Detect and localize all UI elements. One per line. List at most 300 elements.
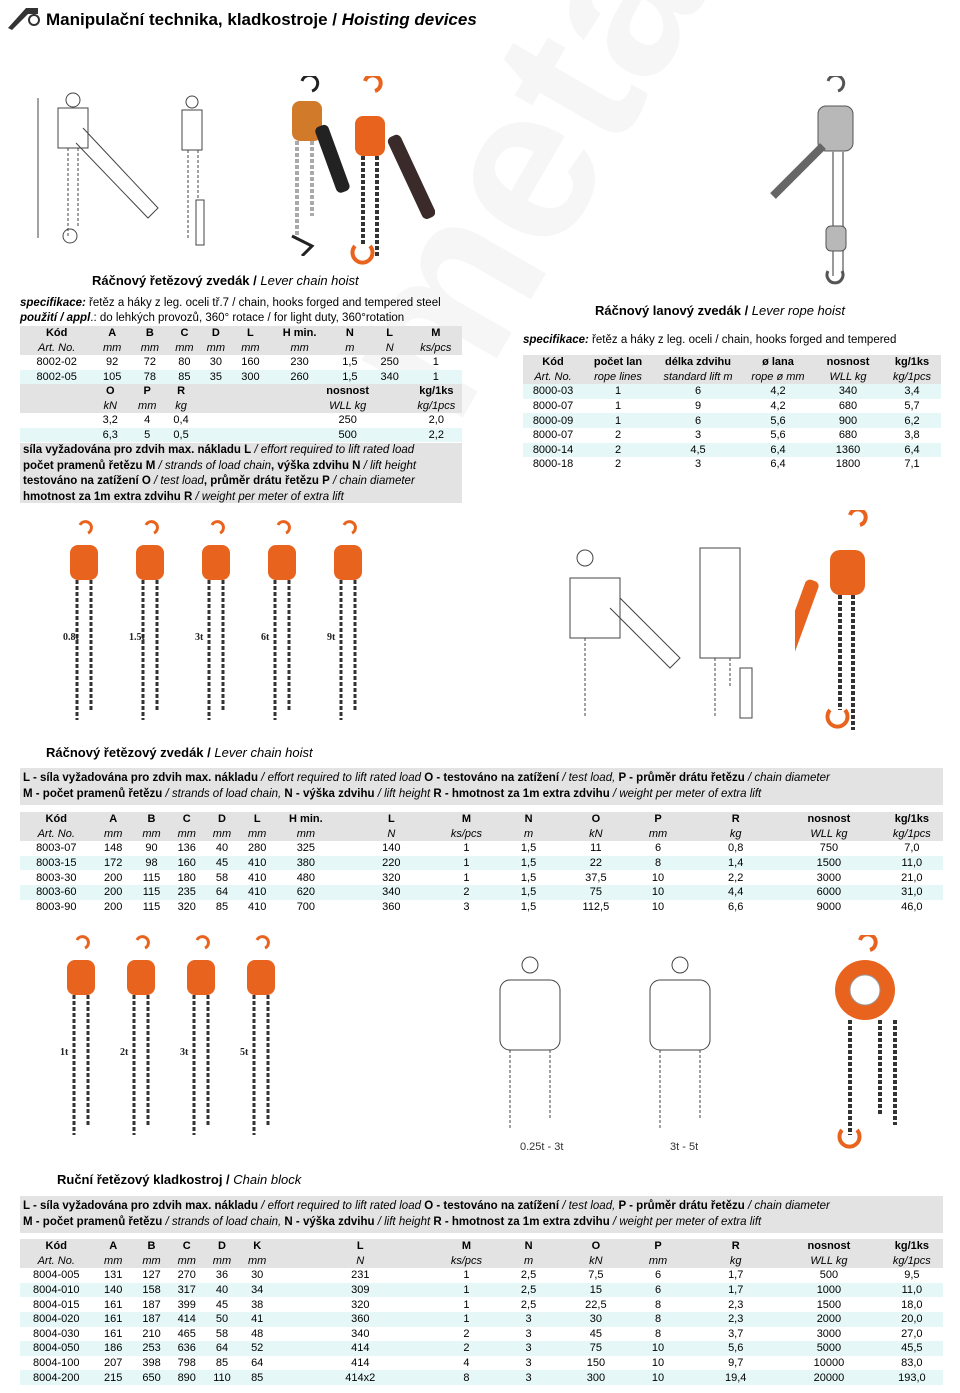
legend-term: M - počet pramenů řetězu [23,1215,163,1228]
table-cell: 8004-015 [33,1298,80,1311]
table-cell: 500 [324,428,372,443]
table-cell: P [622,812,695,827]
table-row [20,1312,943,1327]
table-cell: A [93,326,131,341]
table-cell: 3,8 [904,429,920,442]
table-cell: 6 [622,1283,695,1298]
table-cell: mm [622,827,695,842]
table-cell: WLL kg [777,1254,881,1269]
hoist-photo [118,520,184,730]
table-cell [264,428,324,443]
legend-term: P - průměr drátu řetězu [618,1200,745,1212]
table-row [20,1268,943,1283]
table-cell: 317 [169,1283,204,1298]
table-cell: 650 [134,1370,169,1385]
table-units-row [20,827,943,842]
table-cell: 900 [813,413,883,428]
table-cell: 1,5 [487,856,570,871]
table-header-row [523,355,941,370]
table-cell: 11,0 [881,1283,943,1298]
table-cell: 3 [694,429,702,442]
table-cell: 320 [382,871,401,884]
legend-desc: / lift height [374,787,431,800]
table-cell: ks/pcs [446,1254,487,1269]
capacity-tag: 3t [195,632,204,643]
chain-block-photos [52,935,292,1165]
table-cell: 18,0 [901,1298,923,1311]
capacity-tag: 0.8t [63,632,79,643]
legend-term: M - počet pramenů řetězu [23,787,163,800]
table-cell: 8002-02 [36,356,77,369]
table-cell: 10 [622,1370,695,1385]
table-cell: 7,0 [904,842,920,855]
table-cell: 210 [142,1327,161,1340]
table-cell: 85 [240,1370,275,1385]
table-cell [20,428,92,443]
table-cell: 1800 [835,458,861,471]
table-cell: 500 [819,1269,839,1282]
section3-table [20,812,943,914]
table-cell [227,384,264,399]
table-cell: 8003-07 [36,842,77,855]
table-cell: mm [93,341,131,356]
table-cell: 1,5 [520,900,537,913]
legend-term: O - testováno na zatížení [421,1200,560,1212]
table-cell: 6 [653,384,743,399]
table-cell: 399 [177,1298,196,1311]
table-cell: H min. [269,326,330,341]
table-cell: 75 [570,1341,622,1356]
table-cell: 270 [177,1269,196,1282]
table-cell: 398 [142,1357,161,1370]
table-cell: 10 [651,871,665,884]
table-cell: 9,5 [904,1269,920,1282]
table-cell: 1000 [777,1283,881,1298]
table-cell: H min. [275,812,337,827]
table-cell: 1 [463,871,470,884]
table-cell: 20000 [777,1370,881,1385]
table-cell: 360 [382,900,401,913]
table-cell: 680 [838,400,858,413]
table-cell: mm [200,341,231,356]
lever-chain-hoist-photos [52,520,382,730]
table-cell: Kód [523,355,583,370]
table-cell: 4 [144,414,151,427]
table-cell: 6 [653,413,743,428]
table-cell: 1,5 [330,370,370,385]
table-cell [227,413,264,428]
table-cell: 38 [251,1298,264,1311]
table-cell: L [232,326,270,341]
table-cell: 1 [463,1269,470,1282]
table-cell: 50 [204,1312,239,1327]
table-cell: 58 [215,871,229,884]
table-cell: 21,0 [901,871,923,884]
table-cell: mm [232,341,270,356]
table-row [20,1341,943,1356]
table-cell: 52 [240,1341,275,1356]
table-cell: 3000 [816,871,842,884]
legend-term: N - výška zdvihu [284,787,375,800]
table-cell: 200 [93,885,134,900]
table-cell: 414x2 [275,1370,446,1385]
table-cell: 9000 [816,900,842,913]
table-cell: 8004-200 [20,1370,93,1385]
table-cell: 36 [215,1269,229,1282]
table-cell: 8000-09 [523,413,583,428]
legend-term: N - výška zdvihu [284,1215,375,1228]
legend-term: L - síla vyžadována pro zdvih max. nákladu [23,772,258,784]
table-cell: 6,4 [770,458,786,471]
table-cell: mm [129,399,166,414]
table-cell: N [370,341,410,356]
table-cell: mm [169,1254,204,1269]
table-cell: 161 [93,1312,134,1327]
table-cell: 40 [215,842,229,855]
table-cell: 136 [177,842,196,855]
table-cell: 410 [240,885,275,900]
table-cell: 480 [296,871,316,884]
table-cell: 6,4 [743,443,813,458]
table-cell: 4,5 [653,443,743,458]
table-cell: 0,5 [166,428,197,443]
table-cell: 9,7 [728,1357,744,1370]
hoist-photo [316,520,382,730]
table-cell: 172 [93,856,134,871]
table-cell: mm [622,1254,695,1269]
table-cell: 235 [169,885,204,900]
table-cell: 1500 [816,1298,842,1311]
table-cell: 1 [446,856,487,871]
table-cell: 75 [570,885,622,900]
table-cell: A [93,1239,134,1254]
table-cell: 7,1 [904,458,920,471]
table-cell: 340 [370,370,410,385]
table-row [20,856,943,871]
table-cell: 320 [177,900,196,913]
table-cell: 85 [215,900,229,913]
section2-spec: specifikace: řetěz a háky z leg. oceli / chain, hooks forged and tempered [523,334,897,346]
table-row [20,1327,943,1342]
table-cell: 231 [351,1269,370,1282]
table-cell: N [330,326,370,341]
table-cell: 64 [204,885,239,900]
table-cell: 127 [142,1269,161,1282]
table-cell: 161 [104,1327,123,1340]
table-cell: Kód [20,1239,93,1254]
capacity-tag: 1t [60,1047,69,1058]
table-cell: 161 [104,1298,123,1311]
table-cell [20,384,92,399]
table-cell [20,413,92,428]
table-cell: 3 [487,1341,570,1356]
table-cell: 3 [487,1370,570,1385]
table-cell: 1 [583,384,653,399]
table-cell: 700 [296,900,316,913]
table-cell: 158 [134,1283,169,1298]
hoist-photo [52,520,118,730]
table-cell: 2 [614,458,622,471]
table-cell: 2 [446,885,487,900]
diagram-label-large: 3t - 5t [670,1141,699,1153]
table-cell: 5,6 [770,429,786,442]
table-cell: ø lana [743,355,813,370]
table-cell: kN [570,827,622,842]
legend-term: L - síla vyžadována pro zdvih max. nákladu [23,1200,258,1212]
table-cell: počet lan [583,355,653,370]
table-cell [264,399,324,414]
chain-block-photo-large [810,935,920,1155]
table-cell: 2,5 [520,1269,537,1282]
table-cell: 8003-30 [36,871,77,884]
table-cell [196,384,227,399]
table-cell: 20,0 [881,1312,943,1327]
table-cell: D [204,1239,239,1254]
table-cell [20,399,92,414]
table-cell: 340 [813,384,883,399]
table-cell: kg/1pcs [881,1254,943,1269]
table-cell [227,428,264,443]
table-cell: WLL kg [324,399,372,414]
table-cell: mm [204,1254,239,1269]
legend-desc: / chain diameter [744,772,830,784]
table-cell: M [446,1239,487,1254]
table-cell: 200 [104,871,123,884]
table-cell: 4 [463,1357,470,1370]
section1-table [20,326,462,384]
table-cell: 7,5 [588,1269,604,1282]
table-cell: 115 [142,871,161,884]
table-cell: 636 [169,1341,204,1356]
table-cell: 1360 [813,443,883,458]
table-cell: 250 [338,414,357,427]
table-cell: C [169,812,204,827]
table-row [523,443,941,458]
legend-term: R - hmotnost za 1m extra zdvihu [430,787,610,800]
table-row [20,1356,943,1371]
table-cell: Kód [20,326,93,341]
table-cell: 1 [432,356,439,369]
table-cell: 3 [525,1357,532,1370]
table-cell: 8003-60 [20,885,93,900]
table-cell: 8 [622,856,695,871]
table-cell: 250 [380,356,399,369]
table-cell: 300 [570,1370,622,1385]
table-cell [227,399,264,414]
legend-desc: / effort required to lift rated load [257,772,421,784]
table-cell: 1 [446,1312,487,1327]
table-cell: kg [166,399,197,414]
table-cell: A [93,812,134,827]
table-cell: 1,5 [520,871,537,884]
table-cell: kN [570,1254,622,1269]
table-cell: 340 [351,1327,370,1340]
table-cell: M [410,326,462,341]
table-row [523,413,941,428]
table-header-row [20,384,462,399]
table-row [20,413,462,428]
section1-table2 [20,384,462,442]
table-cell: mm [240,1254,275,1269]
table-cell [372,399,411,414]
table-cell: 3 [525,1327,532,1340]
table-cell: 9 [694,400,702,413]
table-cell: 45,5 [881,1341,943,1356]
table-cell: WLL kg [813,370,883,385]
hoist-logo-icon [6,4,40,30]
table-cell: kg/1ks [411,384,462,399]
table-cell: 300 [232,370,270,385]
table-cell: 1 [446,1283,487,1298]
table-cell: 2000 [777,1312,881,1327]
table-cell: 680 [838,429,858,442]
legend-desc: / strands of load chain, [162,787,285,800]
table-cell: 3000 [816,1327,842,1340]
table-cell: 2 [583,443,653,458]
table-cell: 22 [570,856,622,871]
lever-rope-hoist-photo [768,76,898,291]
section1-spec-line1: specifikace: řetěz a háky z leg. oceli tř.7 / chain, hooks forged and tempered steel [20,297,441,309]
legend-term: O - testováno na zatížení [421,772,560,784]
table-row [20,841,943,856]
table-cell: 2 [463,1327,470,1340]
table-cell: R [694,1239,777,1254]
table-cell: 4,2 [770,400,786,413]
table-cell: kg/1pcs [883,370,941,385]
table-cell: 83,0 [901,1357,923,1370]
table-cell: 10 [622,885,695,900]
table-cell: 10 [622,1341,695,1356]
table-cell: 320 [351,1298,370,1311]
table-cell: C [169,1239,204,1254]
table-cell: 180 [177,871,196,884]
table-cell: nosnost [777,1239,881,1254]
table-cell: 207 [104,1357,123,1370]
table-cell: 8 [446,1370,487,1385]
table-cell: 1 [463,1298,470,1311]
table-cell: 2,5 [487,1283,570,1298]
table-cell: 8 [622,1312,695,1327]
legend-desc: / effort required to lift rated load [257,1200,421,1212]
legend-term: R - hmotnost za 1m extra zdvihu [430,1215,610,1228]
table-cell: 2,2 [728,871,744,884]
table-cell: 8003-15 [20,856,93,871]
legend-desc: / test load, [559,1200,619,1212]
table-cell: nosnost [813,355,883,370]
table-cell: 58 [215,1327,229,1340]
table-cell: 8000-03 [523,384,583,399]
table-cell: 10 [651,1357,665,1370]
table-cell: 798 [177,1357,196,1370]
table-cell: 46,0 [901,900,923,913]
table-cell: N [487,812,570,827]
table-cell: kg [694,1254,777,1269]
capacity-tag: 5t [240,1047,249,1058]
hoist-photo [52,935,112,1145]
table-cell: O [570,812,622,827]
table-cell: 45 [215,1298,229,1311]
table-cell: 360 [275,1312,446,1327]
legend-desc: / weight per meter of extra lift [609,1215,762,1228]
table-cell: Art. No. [20,341,93,356]
table-cell: 10 [651,900,665,913]
capacity-tag: 2t [120,1047,129,1058]
table-cell: L [275,1239,446,1254]
table-cell [372,384,411,399]
table-cell: 41 [240,1312,275,1327]
table-cell: 8004-100 [33,1357,80,1370]
table-cell: B [134,812,169,827]
table-cell: 8000-07 [532,429,574,442]
table-cell: 85 [215,1357,229,1370]
table-cell: D [204,812,239,827]
section4-legend [20,1196,943,1233]
table-cell: O [570,1239,622,1254]
capacity-tag: 3t [180,1047,189,1058]
table-cell: 131 [104,1269,123,1282]
table-cell: mm [134,827,169,842]
table-row [523,428,941,443]
table-cell: 37,5 [585,871,607,884]
table-cell: 340 [337,885,446,900]
table-cell [264,384,324,399]
section3-legend [20,768,943,805]
table-cell: Art. No. [523,370,583,385]
table-header-row [20,1239,943,1254]
table-cell: 410 [248,900,267,913]
table-cell: 30 [251,1269,264,1282]
table-cell: délka zdvihu [653,355,743,370]
table-cell: 11 [590,842,602,855]
table-cell: P [622,1239,695,1254]
capacity-tag: 9t [327,632,336,643]
table-cell: 8000-18 [532,458,574,471]
table-row [20,870,943,885]
legend-desc: / lift height [374,1215,431,1228]
table-cell: 64 [251,1357,264,1370]
table-cell: 98 [134,856,169,871]
table-cell: 220 [337,856,446,871]
table-cell: 48 [251,1327,264,1340]
table-cell: kg/1ks [881,812,943,827]
table-cell: mm [93,827,134,842]
table-cell: 1500 [777,856,881,871]
table-cell: 140 [382,842,401,855]
table-cell: 187 [142,1298,161,1311]
table-cell: L [370,326,410,341]
legend-term: P - průměr drátu řetězu [618,772,745,784]
table-cell: 414 [351,1357,370,1370]
section1-spec-line2: použití / appl.: do lehkých provozů, 360° rotace / for light duty, 360°rotation [20,312,405,324]
table-cell: 1,7 [728,1269,744,1282]
diagram-label-small: 0.25t - 3t [520,1141,564,1153]
table-cell: Art. No. [20,827,93,842]
table-cell: N [275,1254,446,1269]
table-cell: B [134,1239,169,1254]
table-cell: 35 [200,370,231,385]
table-cell: m [487,1254,570,1269]
table-cell: 115 [134,885,169,900]
table-cell: 34 [240,1283,275,1298]
table-cell: kg/1ks [881,1239,943,1254]
table-cell: 3 [463,900,470,913]
table-cell: 6,6 [728,900,744,913]
table-cell: 6 [654,1269,662,1282]
table-cell: mm [169,827,204,842]
table-cell: N [487,1239,570,1254]
table-cell: 465 [177,1327,196,1340]
table-cell: 2,0 [428,414,444,427]
